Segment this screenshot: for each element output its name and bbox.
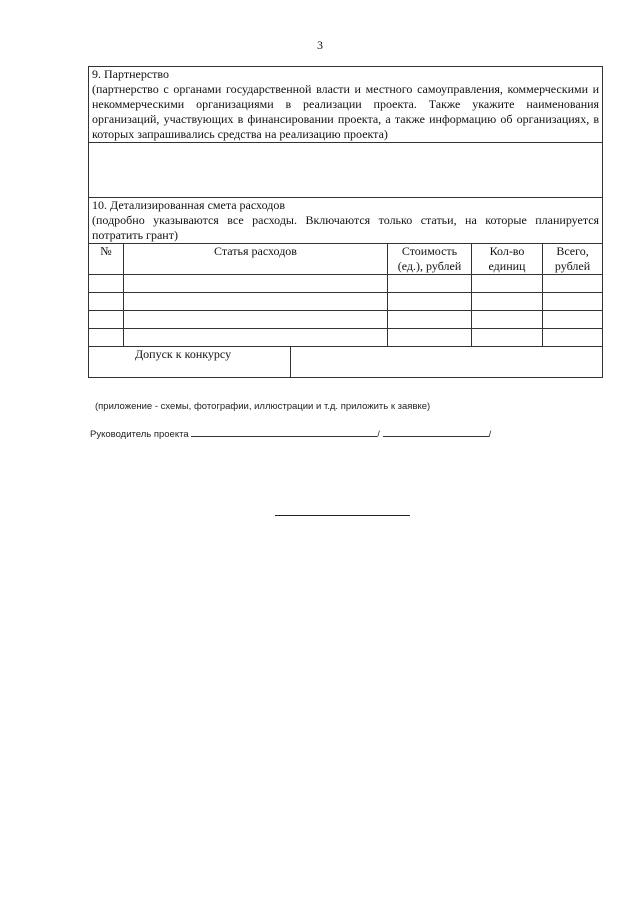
signature-line <box>90 426 491 440</box>
budget-col-quantity: Кол-во единиц <box>472 244 543 275</box>
name-blank[interactable] <box>383 426 489 437</box>
section10-header-cell <box>89 198 603 244</box>
budget-cell-number[interactable] <box>89 293 124 311</box>
budget-col-total: Всего, рублей <box>543 244 603 275</box>
budget-cell-quantity[interactable] <box>472 293 543 311</box>
signature-blank[interactable] <box>191 426 377 437</box>
admission-field[interactable] <box>291 347 603 378</box>
budget-cell-unit-cost[interactable] <box>388 329 472 347</box>
budget-cell-total[interactable] <box>543 329 603 347</box>
budget-cell-quantity[interactable] <box>472 329 543 347</box>
application-form-table <box>88 66 603 378</box>
budget-col-item: Статья расходов <box>124 244 388 275</box>
section9-answer-field[interactable] <box>89 143 603 198</box>
budget-cell-unit-cost[interactable] <box>388 293 472 311</box>
budget-cell-quantity[interactable] <box>472 311 543 329</box>
section10-header-row <box>89 198 603 244</box>
signature-end: / <box>488 429 492 440</box>
attachment-note: (приложение - схемы, фотографии, иллюстрации и т.д. приложить к заявке) <box>95 401 431 412</box>
signature-label: Руководитель проекта <box>90 429 189 440</box>
budget-cell-total[interactable] <box>543 293 603 311</box>
section10-description: (подробно указываются все расходы. Включаются только статьи, на которые планируется потратить грант) <box>92 213 600 242</box>
budget-cell-number[interactable] <box>89 275 124 293</box>
section9-answer-row <box>89 143 603 198</box>
budget-col-unit-cost: Стоимость (ед.), рублей <box>388 244 472 275</box>
budget-row <box>89 275 603 293</box>
page-number: 3 <box>317 38 323 52</box>
section10-title: 10. Детализированная смета расходов <box>92 198 286 212</box>
budget-cell-number[interactable] <box>89 311 124 329</box>
section9-header-cell <box>89 67 603 143</box>
budget-cell-unit-cost[interactable] <box>388 311 472 329</box>
section9-description: (партнерство с органами государственной власти и местного самоуправления, коммерческими и некоммерческими организациями в реализации проекта. Также укажите наименования организаций, участвующих в финансировании проекта, а также информацию об организациях, в которых запрашивались средства на реализацию проекта) <box>92 82 600 141</box>
budget-cell-item[interactable] <box>124 329 388 347</box>
signature-separator: / <box>377 429 380 440</box>
budget-col-number: № <box>89 244 124 275</box>
budget-cell-quantity[interactable] <box>472 275 543 293</box>
budget-row <box>89 329 603 347</box>
budget-cell-total[interactable] <box>543 275 603 293</box>
budget-row <box>89 293 603 311</box>
section9-title: 9. Партнерство <box>92 67 169 81</box>
admission-label: Допуск к конкурсу <box>89 347 291 378</box>
budget-cell-item[interactable] <box>124 311 388 329</box>
section9-header-row <box>89 67 603 143</box>
admission-row <box>89 347 603 378</box>
budget-cell-item[interactable] <box>124 275 388 293</box>
budget-cell-total[interactable] <box>543 311 603 329</box>
budget-cell-item[interactable] <box>124 293 388 311</box>
budget-cell-unit-cost[interactable] <box>388 275 472 293</box>
budget-row <box>89 311 603 329</box>
budget-header-row <box>89 244 603 275</box>
bottom-divider-line <box>275 515 410 516</box>
budget-cell-number[interactable] <box>89 329 124 347</box>
